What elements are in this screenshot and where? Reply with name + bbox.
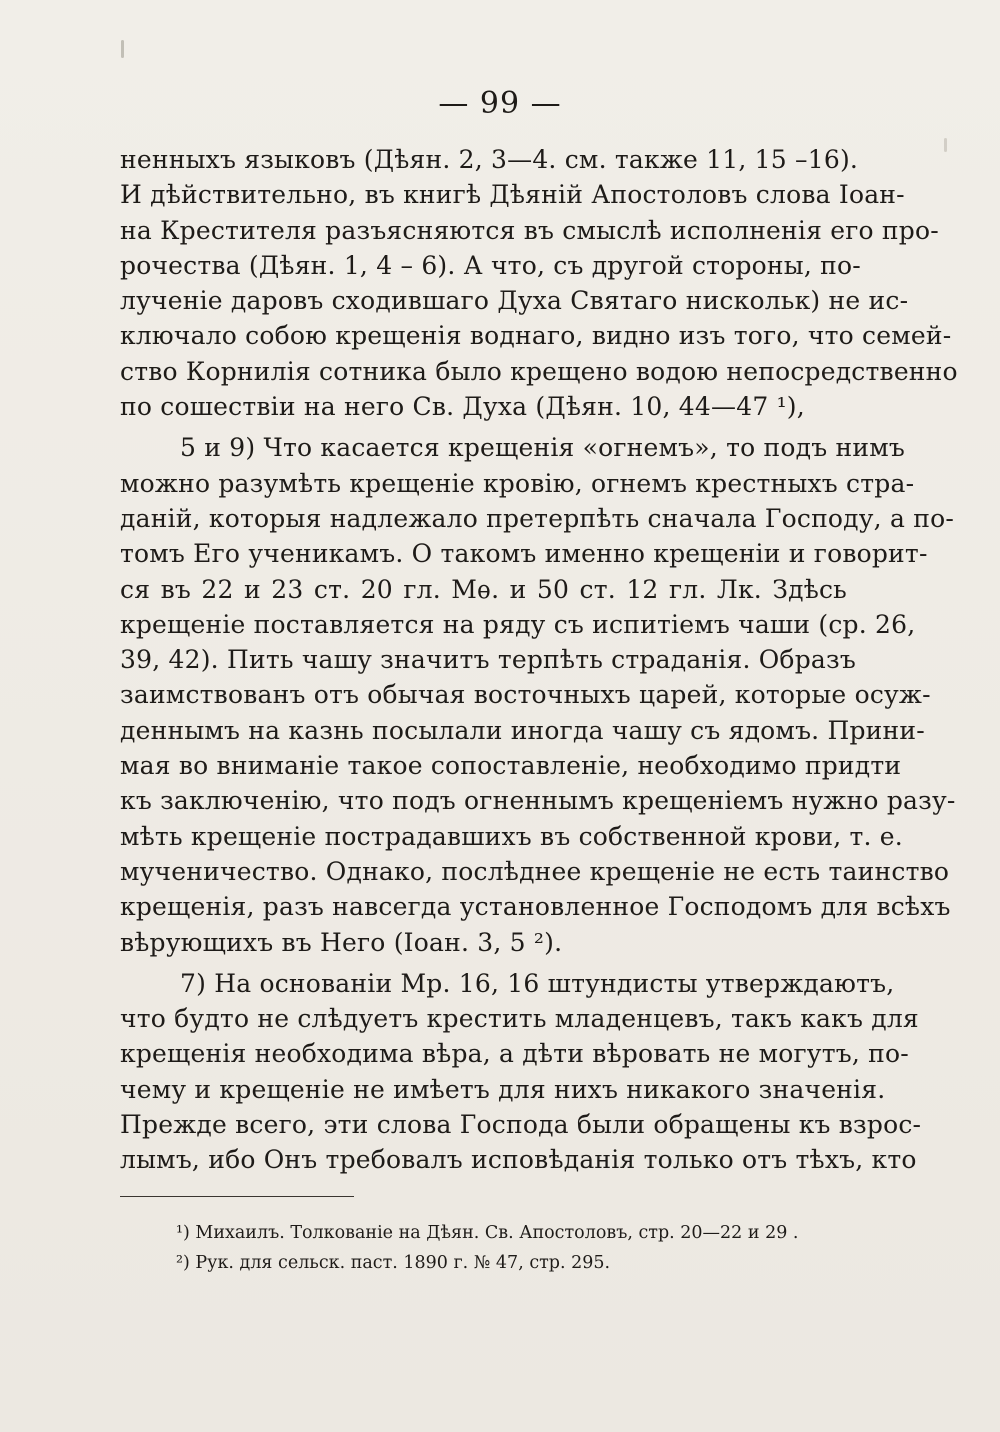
text-line: крещенія, разъ навсегда установленное Господомъ для всѣхъ bbox=[120, 892, 951, 922]
footnotes bbox=[176, 1218, 836, 1278]
text-line: ся въ 22 и 23 ст. 20 гл. Мѳ. и 50 ст. 12 гл. Лк. Здѣсь bbox=[120, 574, 847, 604]
text-line: что будто не слѣдуетъ крестить младенцевъ, такъ какъ для bbox=[120, 1004, 919, 1034]
text-line: 5 и 9) Что касается крещенія «огнемъ», то подъ нимъ bbox=[180, 433, 905, 463]
main-text bbox=[120, 142, 958, 1178]
text-line: мученичество. Однако, послѣднее крещеніе не есть таинство bbox=[120, 856, 950, 886]
text-line: на Крестителя разъясняются въ смыслѣ исполненія его про- bbox=[120, 215, 939, 245]
text-line: мая во вниманіе такое сопоставленіе, необходимо придти bbox=[120, 751, 902, 781]
text-line: лученіе даровъ сходившаго Духа Святаго нискольк) не ис- bbox=[120, 286, 909, 316]
text-line: можно разумѣть крещеніе кровію, огнемъ крестныхъ стра- bbox=[120, 468, 915, 498]
text-line: къ заключенію, что подъ огненнымъ крещеніемъ нужно разу- bbox=[120, 786, 956, 816]
text-line: ство Корнилія сотника было крещено водою непосредственно bbox=[120, 356, 958, 386]
footnote: ¹) Михаилъ. Толкованіе на Дѣян. Св. Апостоловъ, стр. 20—22 и 29 . bbox=[176, 1223, 799, 1243]
text-line: 39, 42). Пить чашу значитъ терпѣть страданія. Образъ bbox=[120, 645, 856, 675]
text-line: даній, которыя надлежало претерпѣть сначала Господу, а по- bbox=[120, 503, 954, 533]
text-line: крещенія необходима вѣра, а дѣти вѣровать не могутъ, по- bbox=[120, 1039, 909, 1069]
text-line: 7) На основаніи Мр. 16, 16 штундисты утверждаютъ, bbox=[180, 968, 895, 998]
text-line: рочества (Дѣян. 1, 4 – 6). А что, съ другой стороны, по- bbox=[120, 250, 861, 280]
text-line: Прежде всего, эти слова Господа были обращены къ взрос- bbox=[120, 1110, 922, 1140]
text-line: ключало собою крещенія воднаго, видно изъ того, что семей- bbox=[120, 321, 952, 351]
footnote: ²) Рук. для сельск. паст. 1890 г. № 47, стр. 295. bbox=[176, 1253, 611, 1273]
ink-mark bbox=[121, 40, 124, 58]
text-line: ненныхъ языковъ (Дѣян. 2, 3—4. см. также 11, 15 –16). bbox=[120, 145, 859, 174]
text-line: лымъ, ибо Онъ требовалъ исповѣданія только отъ тѣхъ, кто bbox=[120, 1145, 917, 1175]
ink-mark bbox=[944, 138, 947, 152]
text-line: И дѣйствительно, въ книгѣ Дѣяній Апостоловъ слова Іоан- bbox=[120, 180, 905, 210]
text-line: заимствованъ отъ обычая восточныхъ царей, которые осуж- bbox=[120, 680, 931, 710]
text-line: вѣрующихъ въ Него (Іоан. 3, 5 ²). bbox=[120, 927, 563, 957]
text-line: крещеніе поставляется на ряду съ испитіемъ чаши (ср. 26, bbox=[120, 609, 916, 639]
text-line: по сошествіи на него Св. Духа (Дѣян. 10, 44—47 ¹), bbox=[120, 392, 805, 422]
text-line: мѣть крещеніе пострадавшихъ въ собственной крови, т. е. bbox=[120, 821, 903, 851]
text-line: деннымъ на казнь посылали иногда чашу съ ядомъ. Прини- bbox=[120, 715, 925, 745]
text-line: чему и крещеніе не имѣетъ для нихъ никакого значенія. bbox=[120, 1074, 886, 1104]
text-line: томъ Его ученикамъ. О такомъ именно крещеніи и говорит- bbox=[120, 539, 928, 569]
footnote-divider bbox=[120, 1196, 354, 1197]
page-number: — 99 — bbox=[438, 86, 562, 121]
